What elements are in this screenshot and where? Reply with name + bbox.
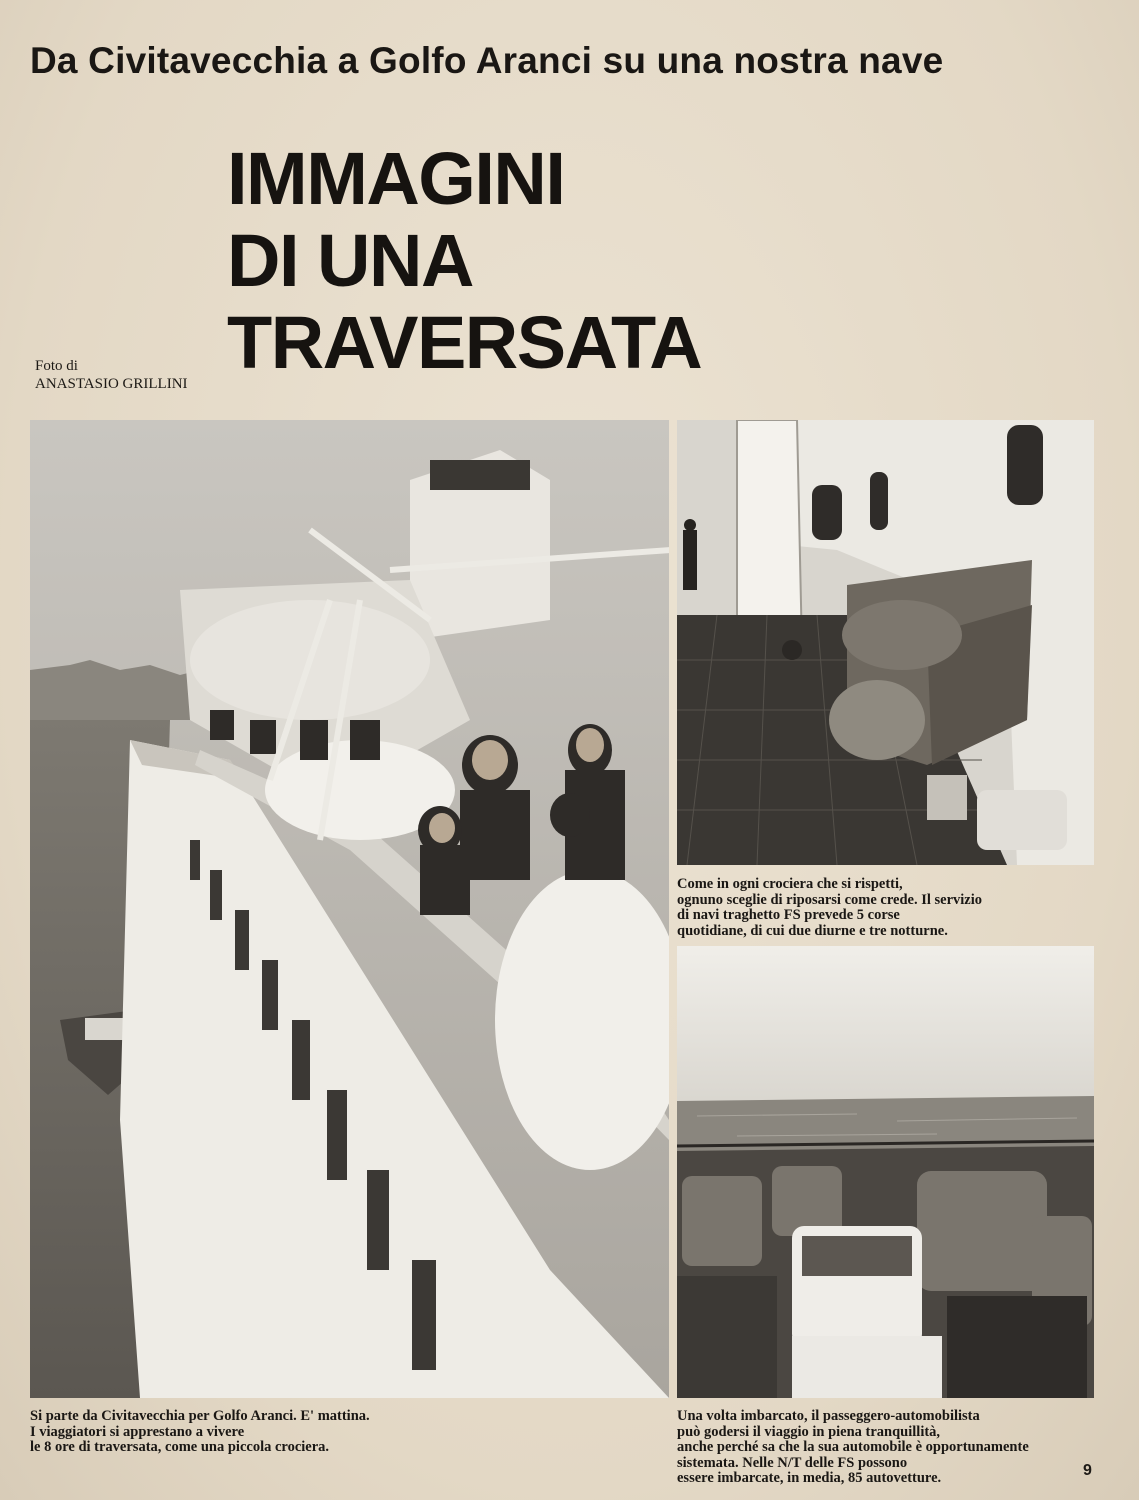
credit-line: ANASTASIO GRILLINI <box>35 376 188 392</box>
deck-resting-photo <box>677 420 1094 865</box>
headline-line: TRAVERSATA <box>227 301 702 384</box>
caption-line: Si parte da Civitavecchia per Golfo Aranci. E' mattina. <box>30 1408 370 1424</box>
article-kicker: Da Civitavecchia a Golfo Aranci su una nostra nave <box>30 40 944 81</box>
caption-line: può godersi il viaggio in piena tranquillità, <box>677 1423 941 1440</box>
ship-departure-photo <box>30 420 669 1398</box>
caption-line: anche perché sa che la sua automobile è opportunamente <box>677 1439 1029 1455</box>
article-headline <box>227 138 867 384</box>
headline-line: DI UNA <box>227 219 473 302</box>
deck-photo-caption <box>677 877 1094 939</box>
caption-line: sistemata. Nelle N/T delle FS possono <box>677 1454 908 1471</box>
caption-line: di navi traghetto FS prevede 5 corse <box>677 907 900 923</box>
caption-line: Come in ogni crociera che si rispetti, <box>677 876 903 892</box>
caption-line: ognuno sceglie di riposarsi come crede. Il servizio <box>677 891 982 908</box>
caption-line: I viaggiatori si apprestano a vivere <box>30 1423 245 1440</box>
credit-line: Foto di <box>35 358 78 374</box>
page-number: 9 <box>1083 1462 1092 1479</box>
car-deck-photo <box>677 946 1094 1398</box>
caption-line: quotidiane, di cui due diurne e tre notturne. <box>677 922 948 939</box>
caption-line: Una volta imbarcato, il passeggero-automobilista <box>677 1408 980 1424</box>
headline-line: IMMAGINI <box>227 137 565 220</box>
ship-photo-caption <box>30 1409 630 1456</box>
caption-line: le 8 ore di traversata, come una piccola crociera. <box>30 1439 330 1455</box>
car-deck-caption <box>677 1409 1117 1487</box>
photo-credit <box>35 357 220 393</box>
caption-line: essere imbarcate, in media, 85 autovetture. <box>677 1470 942 1486</box>
